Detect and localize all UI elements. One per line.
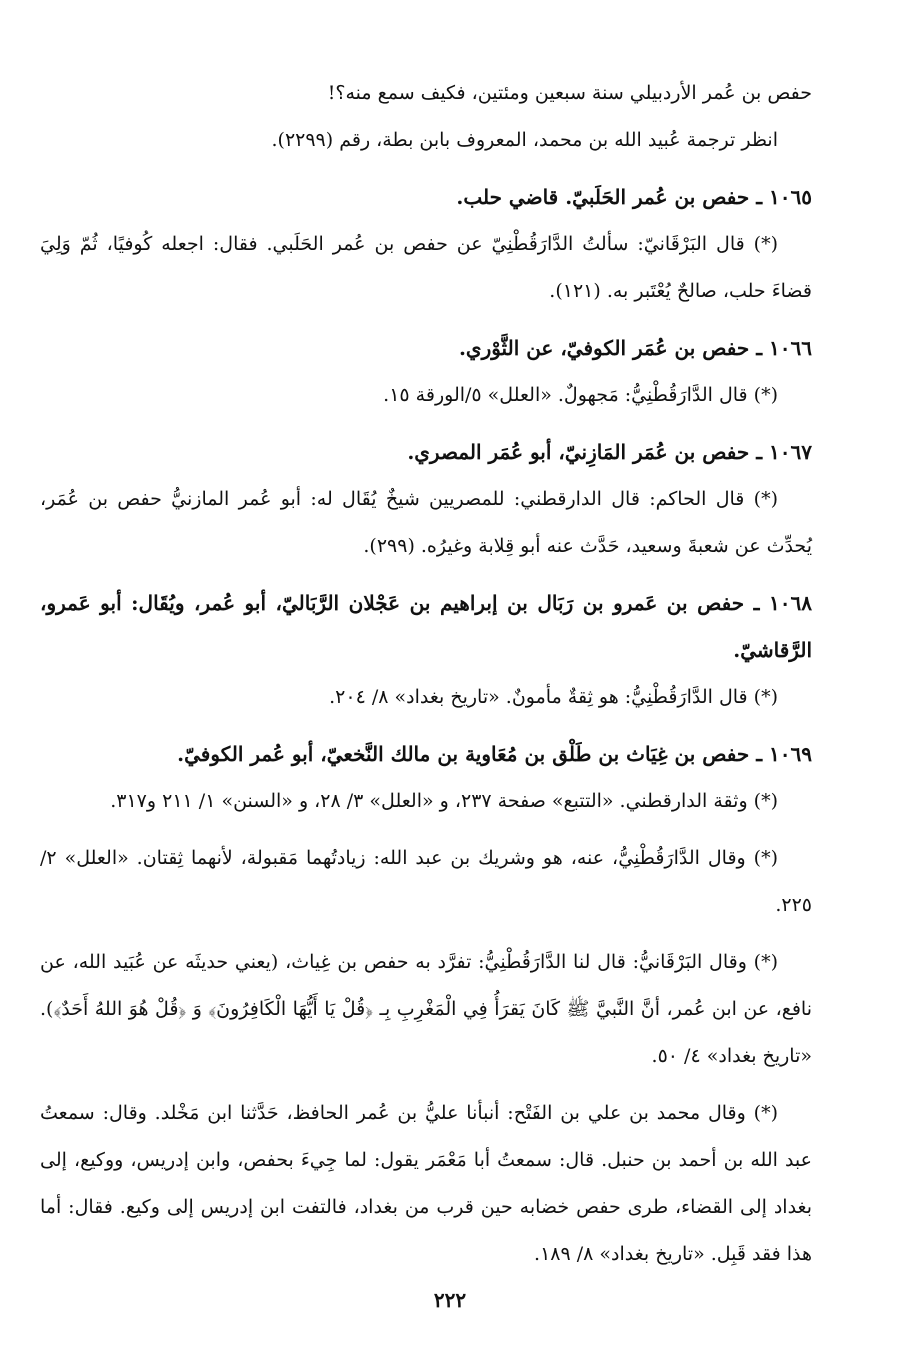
entry-heading-1067: ١٠٦٧ ـ حفص بن عُمَر المَازِنيّ، أبو عُمَر المصري. [407,440,812,464]
intro-line: حفص بن عُمر الأردبيلي سنة سبعين ومئتين، فكيف سمع منه؟! [327,82,812,104]
entry-paragraph: (*) قال الدَّارَقُطْنِيُّ: هو ثِقةٌ مأمونٌ. «تاريخ بغداد» ٨/ ٢٠٤. [329,686,778,708]
entry-paragraph: (*) قال الحاكم: قال الدارقطني: للمصريين شيخٌ يُقَال له: أبو عُمر المازنيُّ حفص بن عُمَر، يُحدِّث عن شعبةَ وسعيد، حَدَّث عنه أبو قِلابة وغيرُه. (٢٩٩). [40,488,812,557]
entry-heading-1068: ١٠٦٨ ـ حفص بن عَمرو بن رَبَال بن إبراهيم بن عَجْلان الرَّبَاليّ، أبو عُمر، ويُقَال: أبو عَمرو، الرَّقاشيّ. [40,591,812,662]
entry-paragraph: (*) وقال الدَّارَقُطْنِيُّ، عنه، هو وشريك بن عبد الله: زيادتُهما مَقبولة، لأنهما ثِقتان. «العلل» ٢/ ٢٢٥. [40,847,812,916]
entry-paragraph: (*) وقال محمد بن علي بن الفَتْح: أنبأنا عليُّ بن عُمر الحافظ، حَدَّثنا ابن مَخْلد. وقال: سمعتُ عبد الله بن أحمد بن حنبل. قال: سمعتُ أبا مَعْمَر يقول: لما جِيءَ بحفص، وابن إدريس، ووكيع، إلى بغداد إلى القضاء، طرى حفص خضابه حين قرب من بغداد، فالتفت ابن إدريس إلى وكيع. فقال: أما هذا فقد قَبِل. «تاريخ بغداد» ٨/ ١٨٩. [40,1102,812,1265]
entry-paragraph: (*) وثقة الدارقطني. «التتبع» صفحة ٢٣٧، و «العلل» ٣/ ٢٨، و «السنن» ١/ ٢١١ و٣١٧. [110,790,778,812]
page-number: ٢٢٢ [433,1288,467,1312]
cross-reference: انظر ترجمة عُبيد الله بن محمد، المعروف بابن بطة، رقم (٢٢٩٩). [271,129,778,151]
entry-heading-1066: ١٠٦٦ ـ حفص بن عُمَر الكوفيّ، عن الثَّوْري. [458,336,812,360]
book-page [40,70,812,1278]
entry-paragraph: (*) قال البَرْقَانيّ: سألتُ الدَّارَقُطْنِيّ عن حفص بن عُمر الحَلَبي. فقال: اجعله كُوفيًا، ثُمّ وَلِيَ قضاءَ حلب، صالحٌ يُعْتَبر به. (١٢١). [40,233,812,302]
entry-paragraph: (*) قال الدَّارَقُطْنِيُّ: مَجهولٌ. «العلل» ٥/الورقة ١٥. [383,384,778,406]
entry-heading-1069: ١٠٦٩ ـ حفص بن غِيَاث بن طَلْق بن مُعَاوية بن مالك النَّخعيّ، أبو عُمر الكوفيّ. [177,742,812,766]
entry-paragraph: (*) وقال البَرْقَانيُّ: قال لنا الدَّارَقُطْنِيُّ: تفرَّد به حفص بن غِياث، (يعني حديثَه عن عُبَيد الله، عن نافع، عن ابن عُمر، أنَّ النَّبيَّ ﷺ كَانَ يَقرَأُ فِي الْمَغْرِبِ بِـ ﴿قُلْ يَا أَيُّهَا الْكَافِرُونَ﴾ وَ ﴿قُلْ هُوَ اللهُ أَحَدٌ﴾). «تاريخ بغداد» ٤/ ٥٠. [40,951,812,1067]
entry-heading-1065: ١٠٦٥ ـ حفص بن عُمر الحَلَبيّ. قاضي حلب. [456,185,812,209]
